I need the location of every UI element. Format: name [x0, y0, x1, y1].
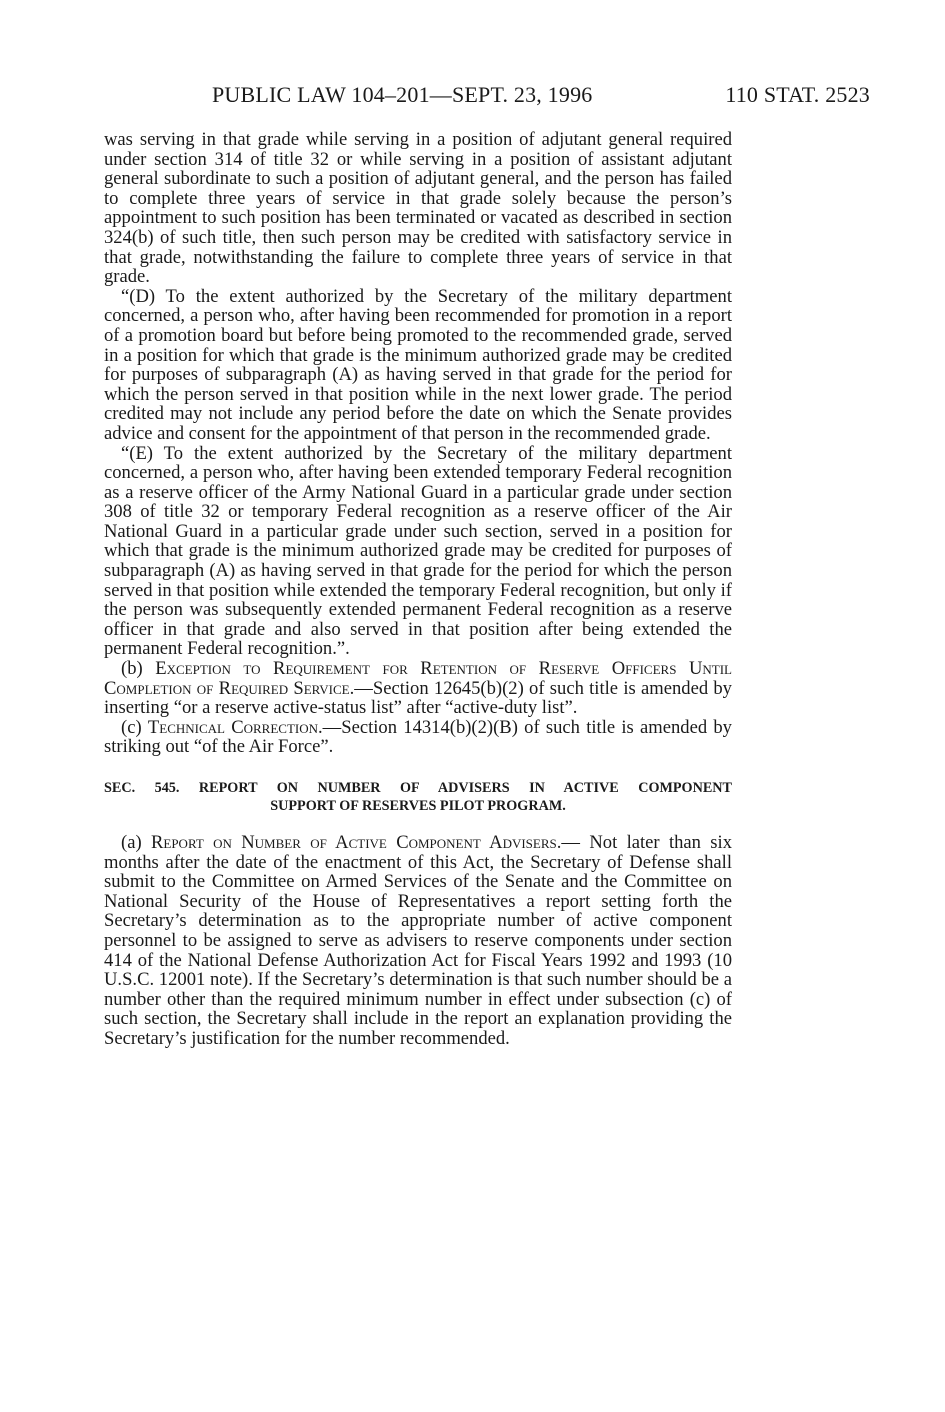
- page-header: [104, 82, 870, 112]
- subsection-text: —Section 12645(b)(2) of such title is amended by inserting “or a reserve active-status list” after “active-duty list”.: [104, 677, 732, 719]
- subsection-label: (b): [121, 658, 143, 680]
- subsection-caption: Technical Correction.: [147, 716, 323, 738]
- subsection-label: (a): [121, 832, 142, 853]
- subsection-text: — Not later than six months after the date of the enactment of this Act, the Secretary of Defense shall submit to the Committee on Armed Services of the Senate and the Committee on National Security of the House of Representatives a report setting forth the Secretary’s determination as to the appropriate number of active component personnel to be assigned to serve as advisers to reserve components under section 414 of the National Defense Authorization Act for Fiscal Years 1992 and 1993 (10 U.S.C. 12001 note). If the Secretary’s determination is that such number should be a number other than the required minimum number in effect under subsection (c) of such section, the Secretary shall include in the report an explanation providing the Secretary’s justification for the number recommended.: [104, 832, 732, 1049]
- subsection-label: (c): [121, 716, 142, 738]
- paragraph-subsection-c: [104, 718, 732, 757]
- paragraph-subsection-b: [104, 659, 732, 718]
- paragraph-subsection-a: [104, 833, 732, 1049]
- section-heading: [104, 780, 732, 815]
- body-text: [104, 130, 732, 1049]
- paragraph-continuation: was serving in that grade while serving in a position of adjutant general required under section 314 of title 32 or while serving in a position of assistant adjutant general subordinate to such a position of adjutant general, and the person has failed to complete three years of service in that grade solely because the person’s appointment to such position has been terminated or vacated as described in section 324(b) of such title, then such person may be credited with satisfactory service in that grade, notwithstanding the failure to complete three years of service in that grade.: [104, 129, 732, 288]
- subsection-text: —Section 14314(b)(2)(B) of such title is amended by striking out “of the Air Force”.: [104, 716, 732, 758]
- section-heading-line-1: SEC. 545. REPORT ON NUMBER OF ADVISERS IN ACTIVE COMPONENT: [104, 780, 732, 796]
- subsection-caption: Exception to Requirement for Retention of Reserve Officers Until Completion of Required Service.: [104, 658, 732, 699]
- section-heading-line-2: SUPPORT OF RESERVES PILOT PROGRAM.: [270, 797, 566, 814]
- subsection-caption: Report on Number of Active Component Advisers.: [150, 832, 562, 853]
- running-title: PUBLIC LAW 104–201—SEPT. 23, 1996: [212, 82, 593, 107]
- paragraph-subparagraph-d: “(D) To the extent authorized by the Secretary of the military department concerned, a person who, after having been recommended for promotion in a report of a promotion board but before being promoted to the recommended grade, served in a position for which that grade is the minimum authorized grade may be credited for purposes of subparagraph (A) as having served in that grade for the period for which the person served in that position while in the next lower grade. The period credited may not include any period before the date on which the Senate provides advice and consent for the appointment of that person in the recommended grade.: [104, 285, 732, 444]
- paragraph-subparagraph-e: “(E) To the extent authorized by the Secretary of the military department concerned, a person who, after having been extended temporary Federal recognition as a reserve officer of the Army National Guard in a particular grade under section 308 of title 32 or temporary Federal recognition as a reserve officer of the Air National Guard in a particular grade under such section, served in a position for which that grade is the minimum authorized grade may be credited for purposes of subparagraph (A) as having served in that grade for the period for which the person served in that position while extended the temporary Federal recognition, but only if the person was subsequently extended permanent Federal recognition as a reserve officer in that grade and also served in that position after being extended the permanent Federal recognition.”.: [104, 442, 732, 660]
- statute-page-number: 110 STAT. 2523: [725, 82, 870, 107]
